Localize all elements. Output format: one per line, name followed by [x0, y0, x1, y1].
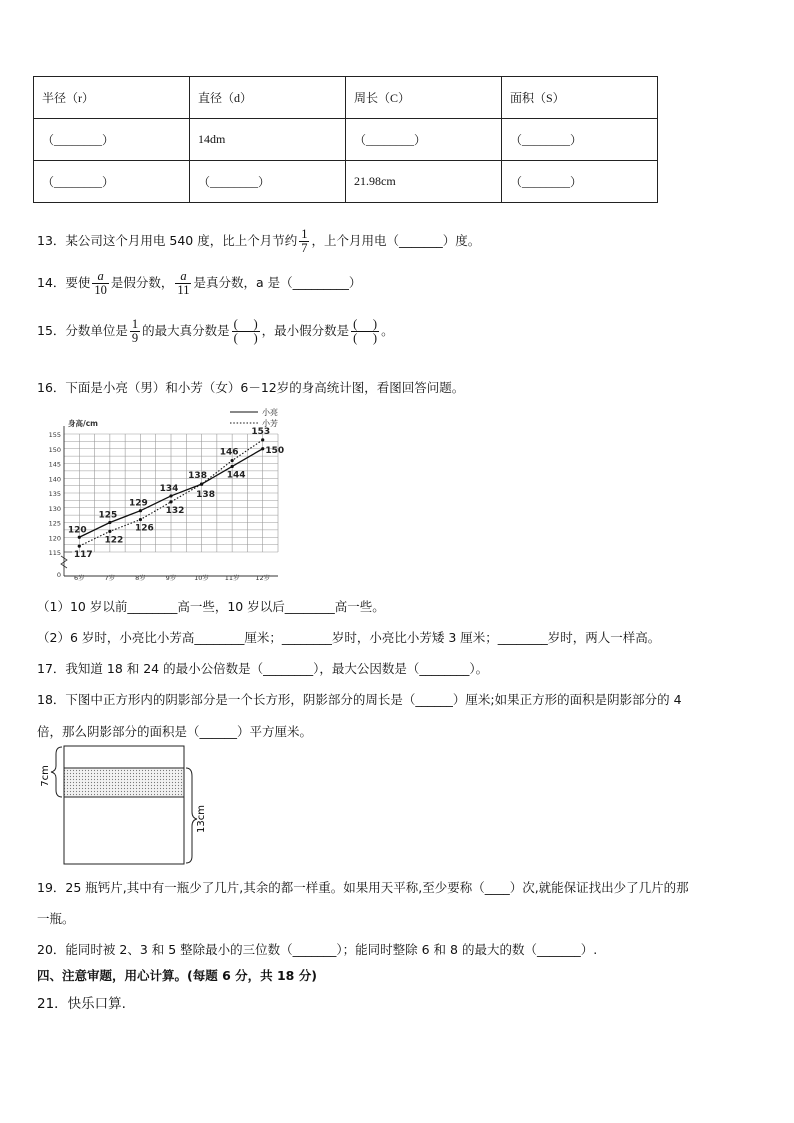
data-point [139, 518, 142, 521]
y-tick-label: 130 [48, 504, 61, 513]
x-tick-label: 9岁 [165, 574, 177, 582]
q13-suffix: ，上个月用电（_______）度。 [311, 233, 481, 249]
q15-mid: 的最大真分数是 [142, 323, 230, 339]
q15-prefix: 15．分数单位是 [37, 323, 128, 339]
table-cell[interactable]: （________） [346, 119, 502, 161]
chart-legend [230, 407, 278, 428]
brace-7cm [51, 747, 62, 797]
question-18-line-2: 倍，那么阴影部分的面积是（______）平方厘米。 [37, 724, 313, 739]
data-point [78, 536, 81, 539]
data-point [261, 447, 264, 450]
fraction-denominator: 9 [131, 331, 139, 346]
table-cell: 21.98cm [346, 161, 502, 203]
y-tick-label: 0 [56, 571, 61, 579]
table-header-cell: 半径（r） [34, 77, 190, 119]
radius-table [33, 76, 658, 203]
fraction [175, 270, 191, 297]
q13-prefix: 13．某公司这个月用电 540 度，比上个月节约 [37, 233, 298, 249]
question-21: 21．快乐口算. [37, 996, 126, 1012]
chart-marks [68, 427, 284, 560]
table-header-cell: 周长（C） [346, 77, 502, 119]
fraction [92, 270, 109, 297]
data-point [169, 500, 172, 503]
table-cell[interactable]: （________） [502, 161, 658, 203]
question-15 [37, 318, 394, 345]
data-label: 138 [196, 490, 215, 501]
y-axis-label: 身高/cm [68, 419, 98, 428]
data-label: 134 [159, 483, 179, 494]
y-tick-label: 125 [48, 519, 61, 528]
table-cell[interactable]: （________） [502, 119, 658, 161]
question-18-line-1: 18．下图中正方形内的阴影部分是一个长方形，阴影部分的周长是（______）厘米;如果正方形的面积是阴影部分的 4 [37, 692, 682, 707]
q14-mid: 是假分数， [110, 275, 174, 291]
table-header-row [34, 77, 658, 119]
data-label: 153 [251, 426, 271, 437]
fraction-numerator: ( ) [233, 317, 258, 331]
data-point [78, 545, 81, 548]
question-17: 17．我知道 18 和 24 的最小公倍数是（________），最大公因数是（________）。 [37, 661, 489, 676]
question-19-line-1: 19．25 瓶钙片,其中有一瓶少了几片,其余的都一样重。如果用天平称,至少要称（____）次,就能保证找出少了几片的那 [37, 880, 689, 895]
data-label: 122 [104, 535, 124, 546]
x-tick-label: 11岁 [224, 574, 240, 582]
x-tick-label: 10岁 [194, 574, 209, 582]
fraction-denominator: ( ) [353, 331, 378, 346]
y-tick-label: 150 [48, 445, 61, 454]
data-point [169, 494, 172, 497]
x-tick-label: 6岁 [73, 574, 85, 582]
legend-label: 小亮 [262, 408, 278, 417]
q15-mid2: ，最小假分数是 [261, 323, 350, 339]
fraction-numerator: 1 [301, 227, 308, 241]
data-point [108, 530, 111, 533]
shaded-rectangle [64, 768, 184, 797]
table-cell[interactable]: （________） [190, 161, 346, 203]
outer-square [64, 746, 184, 864]
fraction-numerator: ( ) [353, 317, 378, 331]
data-label: 146 [219, 447, 239, 458]
data-point [231, 459, 234, 462]
question-16: 16．下面是小亮（男）和小芳（女）6－12岁的身高统计图，看图回答问题。 [37, 380, 465, 395]
answer-fraction[interactable] [232, 318, 260, 345]
axis-break-icon [61, 556, 67, 568]
data-point [108, 521, 111, 524]
table-cell: 14dm [190, 119, 346, 161]
y-tick-label: 140 [48, 475, 61, 484]
y-tick-label: 135 [48, 490, 61, 498]
data-label: 144 [226, 470, 246, 481]
q14-prefix: 14．要使 [37, 275, 91, 291]
fraction [130, 318, 140, 345]
y-tick-label: 115 [48, 549, 61, 557]
fraction-denominator: ( ) [233, 331, 258, 346]
x-tick-label: 8岁 [135, 574, 146, 582]
data-point [139, 509, 142, 512]
y-tick-label: 120 [48, 534, 61, 543]
q14-suffix: 是真分数，a 是（_________） [193, 275, 362, 291]
fraction [299, 228, 309, 255]
data-label: 138 [188, 471, 207, 482]
data-label: 150 [265, 445, 285, 456]
data-point [261, 438, 264, 441]
fraction-numerator: a [175, 270, 191, 284]
y-tick-label: 155 [48, 431, 61, 439]
x-tick-label: 12岁 [255, 574, 271, 582]
square-diagram [36, 742, 216, 870]
data-label: 132 [165, 505, 185, 516]
table-row [34, 161, 658, 203]
section-heading: 四、注意审题，用心计算。(每题 6 分，共 18 分) [37, 968, 317, 983]
table-cell[interactable]: （________） [34, 161, 190, 203]
data-label: 129 [129, 498, 148, 509]
data-label: 120 [67, 525, 87, 536]
answer-fraction[interactable] [351, 318, 379, 345]
x-tick-label: 7岁 [104, 574, 116, 582]
fraction-numerator: 1 [131, 317, 139, 331]
table-row [34, 119, 658, 161]
legend-label: 小芳 [262, 419, 278, 428]
question-16-part-2: （2）6 岁时，小亮比小芳高________厘米；________岁时，小亮比小芳矮 3 厘米；________岁时，两人一样高。 [37, 630, 661, 645]
question-19-line-2: 一瓶。 [37, 911, 75, 926]
fraction-denominator: 10 [94, 283, 107, 298]
label-7cm: 7cm [40, 765, 51, 787]
data-label: 117 [73, 550, 93, 561]
y-tick-label: 145 [48, 460, 61, 469]
question-20: 20．能同时被 2、3 和 5 整除最小的三位数（_______）；能同时整除 6 和 8 的最大的数（_______）. [37, 942, 598, 957]
table-cell[interactable]: （________） [34, 119, 190, 161]
table-header-cell: 直径（d） [190, 77, 346, 119]
q15-end: 。 [381, 323, 394, 339]
label-13cm: 13cm [196, 805, 207, 833]
data-label: 126 [135, 523, 154, 534]
height-line-chart [40, 404, 290, 582]
data-label: 125 [98, 510, 118, 521]
fraction-denominator: 7 [301, 241, 308, 256]
data-point [200, 483, 203, 486]
question-14 [37, 270, 361, 297]
question-16-part-1: （1）10 岁以前________高一些，10 岁以后________高一些。 [37, 599, 385, 614]
question-13 [37, 228, 480, 255]
fraction-denominator: 11 [177, 283, 190, 298]
fraction-numerator: a [92, 270, 109, 284]
data-point [231, 465, 234, 468]
table-header-cell: 面积（S） [502, 77, 658, 119]
